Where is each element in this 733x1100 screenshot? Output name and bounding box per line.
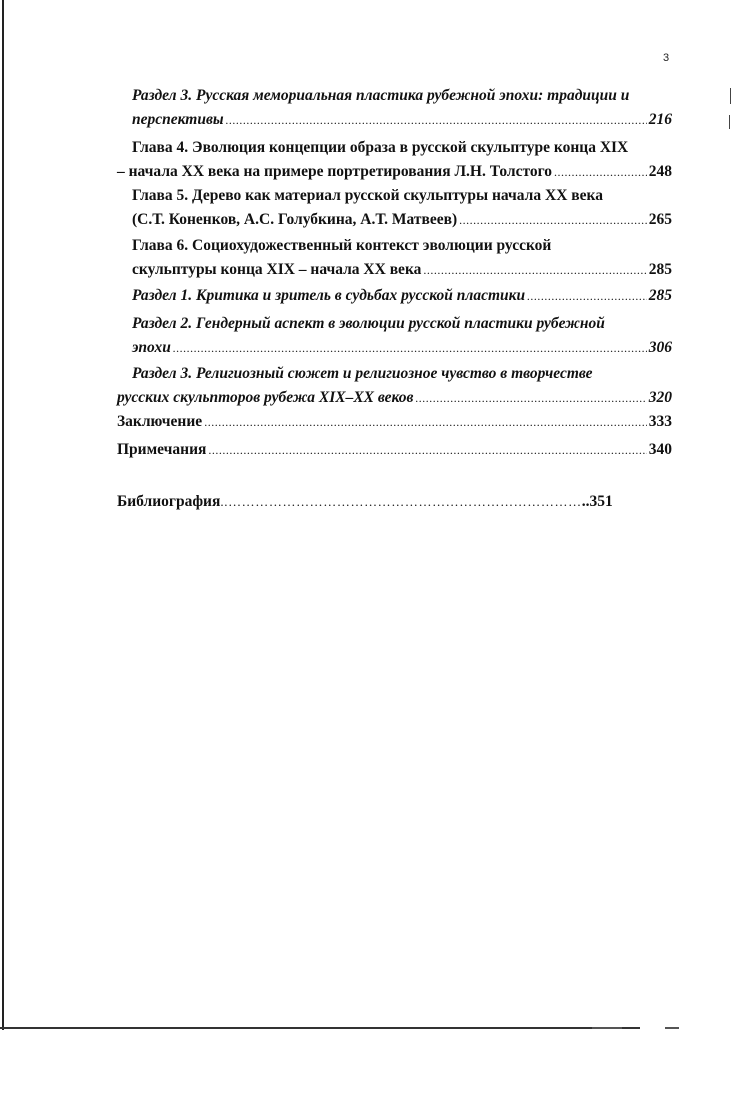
toc-page-number: 248: [648, 163, 672, 180]
toc-page-number: 285: [648, 261, 672, 278]
toc-entry-line: русских скульпторов рубежа XIX–XX веков: [117, 389, 414, 406]
toc-page-number: 320: [648, 389, 672, 406]
leader-dots: [459, 208, 647, 232]
toc-entry-line: Глава 6. Социохудожественный контекст эволюции русской: [132, 237, 552, 254]
toc-entry: [117, 438, 672, 462]
toc-entry-line: Примечания: [117, 441, 207, 458]
toc-page-number: 216: [648, 111, 672, 128]
toc-entry-line: Раздел 2. Гендерный аспект в эволюции русской пластики рубежной: [132, 315, 605, 332]
leader-dots: [173, 336, 647, 360]
toc-entry-line: Глава 4. Эволюция концепции образа в русской скульптуре конца XIX: [132, 139, 629, 156]
toc-entry: [132, 84, 672, 132]
toc-entry: [117, 362, 672, 410]
toc-entry: [117, 410, 672, 434]
toc-page-number: 333: [648, 413, 672, 430]
leader-dots: [415, 386, 646, 410]
toc-page-number: 285: [648, 287, 672, 304]
leader-dots: [204, 410, 647, 434]
toc-page-number: 265: [648, 211, 672, 228]
leader-dots: [527, 284, 647, 308]
toc-entry-line: перспективы: [132, 111, 224, 128]
leader-dots: ..……………………………………………………………………: [220, 494, 582, 509]
toc-entry-line: скульптуры конца XIX – начала XX века: [132, 261, 422, 278]
toc-entry: [117, 136, 672, 184]
bibliography-label: Библиография: [117, 493, 221, 510]
leader-dots: [208, 438, 646, 462]
toc-page-number: 306: [648, 339, 672, 356]
toc-entry-line: Раздел 3. Русская мемориальная пластика рубежной эпохи: традиции и: [132, 87, 630, 104]
toc-entry-line: Заключение: [117, 413, 203, 430]
toc-entry: [132, 312, 672, 360]
toc-entry: [132, 284, 672, 308]
leader-dots: [554, 160, 647, 184]
toc-entry: [132, 184, 672, 232]
toc-page-number: 340: [648, 441, 672, 458]
toc-entry-line: (С.Т. Коненков, А.С. Голубкина, А.Т. Матвеев): [132, 211, 458, 228]
scan-left-border: [2, 0, 4, 1030]
scan-bottom-border: [0, 1027, 640, 1029]
toc-entry-line: – начала XX века на примере портретирования Л.Н. Толстого: [117, 163, 553, 180]
scan-artifact: [665, 1027, 679, 1029]
toc-entry-bibliography: [117, 493, 665, 511]
toc-entry: [132, 234, 672, 282]
toc-entry-line: Раздел 1. Критика и зритель в судьбах русской пластики: [132, 287, 526, 304]
scan-artifact: [592, 1027, 622, 1029]
leader-dots: [226, 108, 647, 132]
leader-dots: [423, 258, 646, 282]
page-number: 3: [663, 52, 670, 64]
toc-entry-line: эпохи: [132, 339, 171, 356]
toc-entry-line: Глава 5. Дерево как материал русской скульптуры начала XX века: [132, 187, 603, 204]
toc-entry-line: Раздел 3. Религиозный сюжет и религиозное чувство в творчестве: [132, 365, 593, 382]
scan-artifact: [729, 115, 730, 129]
toc-page-number: ..351: [581, 493, 613, 510]
scan-artifact: [730, 88, 731, 104]
